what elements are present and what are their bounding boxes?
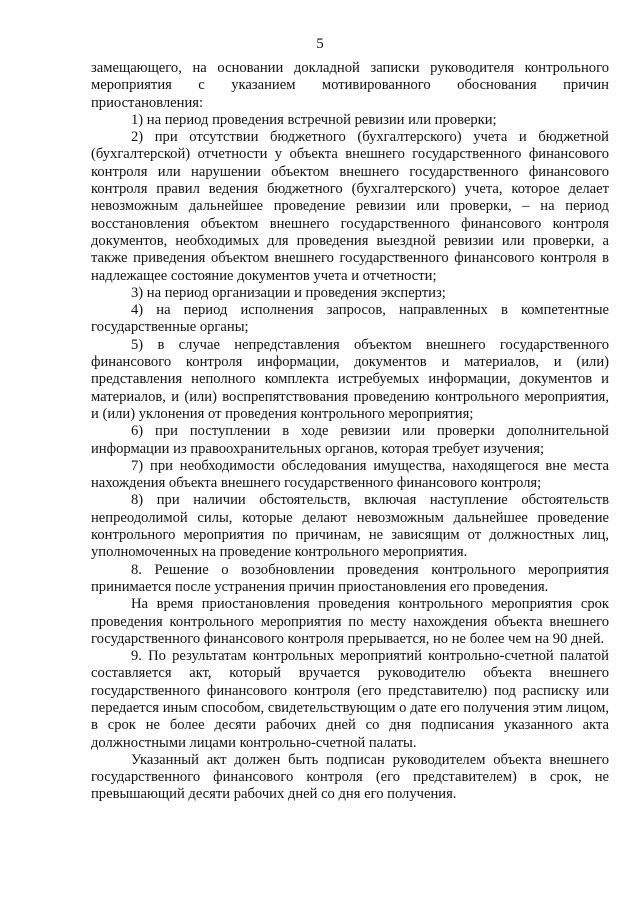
paragraph-item-2: 2) при отсутствии бюджетного (бухгалтерского) учета и бюджетной (бухгалтерской) отчетности у объекта внешнего государственного финансового контроля или нарушении объектом внешнего государственного финансового контроля правил ведения бюджетного (бухгалтерского) учета, которое делает невозможным дальнейшее проведение ревизии или проверки, – на период восстановления объектом внешнего государственного финансового контроля документов, необходимых для проведения выездной ревизии или проверки, а также приведения объектом внешнего государственного финансового контроля в надлежащее состояние документов учета и отчетности;: [91, 129, 609, 284]
paragraph-item-8: 8) при наличии обстоятельств, включая наступление обстоятельств непреодолимой силы, которые делают невозможным дальнейшее проведение контрольного мероприятия по причинам, не зависящим от должностных лиц, уполномоченных на проведение контрольного мероприятия.: [91, 492, 609, 561]
paragraph-section-8: 8. Решение о возобновлении проведения контрольного мероприятия принимается после устранения причин приостановления его проведения.: [91, 561, 609, 595]
page-number: 5: [316, 36, 324, 52]
document-body: [91, 60, 609, 804]
paragraph-suspension-term: На время приостановления проведения контрольного мероприятия срок проведения контрольного мероприятия по месту нахождения объекта внешнего государственного финансового контроля прерывается, но не более чем на 90 дней.: [91, 596, 609, 647]
paragraph-act-signing: Указанный акт должен быть подписан руководителем объекта внешнего государственного финансового контроля (его представителем) в срок, не превышающий десяти рабочих дней со дня его получения.: [91, 751, 609, 803]
paragraph-item-5: 5) в случае непредставления объектом внешнего государственного финансового контроля информации, документов и материалов, и (или) представления неполного комплекта истребуемых информации, документов и материалов, и (или) воспрепятствования проведению контрольного мероприятия, и (или) уклонения от проведения контрольного мероприятия;: [91, 336, 609, 422]
paragraph-item-6: 6) при поступлении в ходе ревизии или проверки дополнительной информации из правоохранительных органов, которая требует изучения;: [91, 423, 609, 457]
paragraph-item-7: 7) при необходимости обследования имущества, находящегося вне места нахождения объекта внешнего государственного финансового контроля;: [91, 457, 609, 492]
paragraph-item-1: 1) на период проведения встречной ревизии или проверки;: [131, 111, 497, 128]
paragraph-section-9: 9. По результатам контрольных мероприятий контрольно-счетной палатой составляется акт, который вручается руководителю объекта внешнего государственного финансового контроля (его представителю) под расписку или передается иным способом, свидетельствующим о дате его получения этим лицом, в срок не более десяти рабочих дней со дня подписания указанного акта должностными лицами контрольно-счетной палаты.: [91, 648, 609, 751]
paragraph-item-3: 3) на период организации и проведения экспертиз;: [131, 284, 446, 301]
paragraph-intro: замещающего, на основании докладной записки руководителя контрольного мероприятия с указанием мотивированного обоснования причин приостановления:: [91, 60, 609, 111]
paragraph-item-4: 4) на период исполнения запросов, направленных в компетентные государственные органы;: [91, 302, 609, 336]
